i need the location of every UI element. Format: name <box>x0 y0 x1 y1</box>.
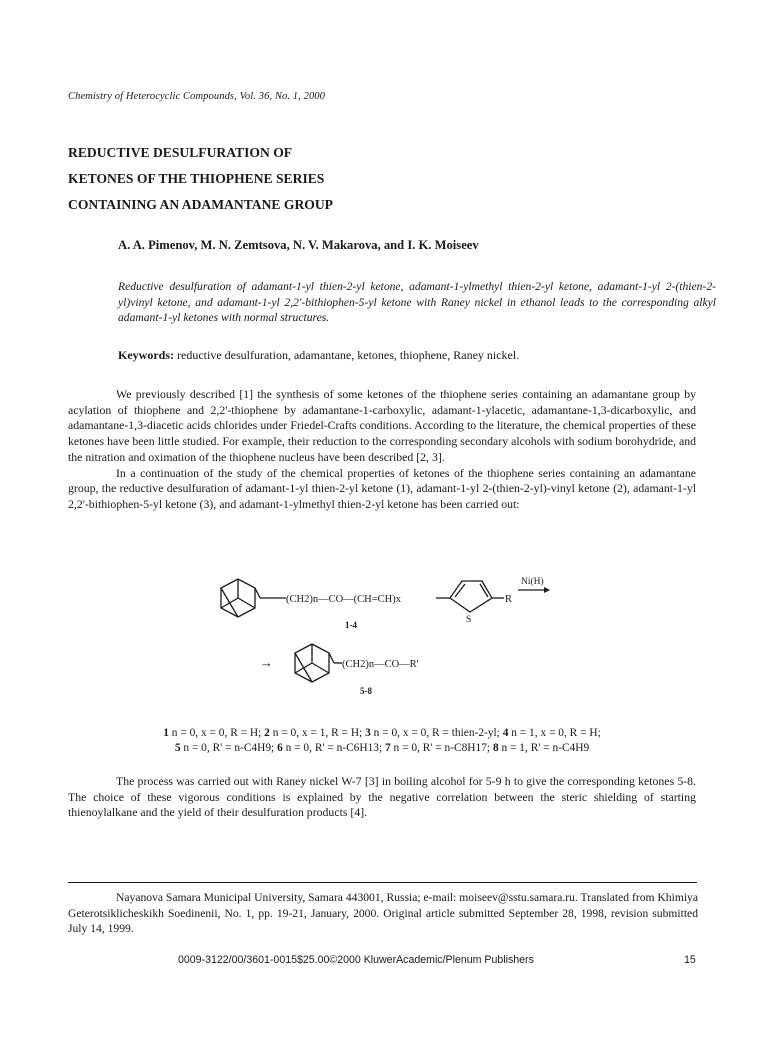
journal-citation: Chemistry of Heterocyclic Compounds, Vol. 36, No. 1, 2000 <box>68 91 325 102</box>
compound-number: 3 <box>365 727 371 739</box>
keywords-text: reductive desulfuration, adamantane, ketones, thiophene, Raney nickel. <box>177 348 520 362</box>
product-chain: (CH2)n—CO—R' <box>342 659 419 670</box>
paragraph: The process was carried out with Raney nickel W-7 [3] in boiling alcohol for 5-9 h to give the corresponding ketones 5-8. The choice of these vigorous conditions is explained by the negative correlation between the steric shielding of starting thienoylalkane and the yield of their desulfuration products [4]. <box>68 774 696 820</box>
product-compound-label: 5-8 <box>360 686 372 696</box>
paragraph: In a continuation of the study of the chemical properties of ketones of the thiophene series containing an adamantane group, the reductive desulfuration of adamant-1-yl thien-2-yl ketone (1), adamant-1-yl 2-(thien-2-yl)-vinyl ketone (2), adamant-1-yl 2,2'-bithiophen-5-yl ketone (3), and adamant-1-ylmethyl thien-2-yl ketone has been carried out: <box>68 465 696 511</box>
compound-definition: n = 0, R' = n-C4H9; <box>180 742 278 754</box>
reaction-scheme-drawing <box>200 572 580 712</box>
compound-number: 2 <box>264 727 270 739</box>
legend-line <box>68 726 696 741</box>
legend-line <box>68 741 696 756</box>
compound-number: 6 <box>277 742 283 754</box>
compound-number: 1 <box>163 727 169 739</box>
reactant-compound-label: 1-4 <box>345 620 357 630</box>
reactant-chain: (CH2)n—CO—(CH=CH)x <box>286 594 402 605</box>
footnote-text: Nayanova Samara Municipal University, Samara 443001, Russia; e-mail: moiseev@sstu.samara.ru. Translated from Khimiya Geterotsiklicheskikh Soedinenii, No. 1, pp. 19-21, January, 2000. Original article submitted September 28, 1998, revision submitted July 14, 1999. <box>68 891 698 936</box>
heteroatom-label: S <box>466 615 472 625</box>
publisher-footer: 0009-3122/00/3601-0015$25.00©2000 KluwerAcademic/Plenum Publishers <box>178 954 534 966</box>
keywords-label: Keywords: <box>118 348 174 362</box>
compound-definition: n = 0, R' = n-C6H13; <box>282 742 385 754</box>
compound-definition: n = 0, x = 1, R = H; <box>269 727 366 739</box>
compound-definition: n = 0, x = 0, R = thien-2-yl; <box>370 727 503 739</box>
page-number: 15 <box>684 954 696 966</box>
compound-definition: n = 1, x = 0, R = H; <box>508 727 601 739</box>
keywords <box>118 348 519 363</box>
title-line: CONTAINING AN ADAMANTANE GROUP <box>68 197 333 212</box>
compound-definition: n = 0, R' = n-C8H17; <box>390 742 493 754</box>
abstract: Reductive desulfuration of adamant-1-yl thien-2-yl ketone, adamant-1-ylmethyl thien-2-yl ketone, adamant-1-yl 2-(thien-2-yl)vinyl ketone, and adamant-1-yl 2,2'-bithiophen-5-yl ketone with Raney nickel in ethanol leads to the corresponding alkyl adamant-1-yl ketones with normal structures. <box>118 280 716 325</box>
compound-number: 7 <box>385 742 391 754</box>
thiophene-ring <box>436 581 504 612</box>
title-line: KETONES OF THE THIOPHENE SERIES <box>68 171 325 186</box>
compound-definition: n = 1, R' = n-C4H9 <box>498 742 590 754</box>
compound-number: 5 <box>174 742 181 754</box>
author-list: A. A. Pimenov, M. N. Zemtsova, N. V. Makarova, and I. K. Moiseev <box>118 238 479 252</box>
title-line: REDUCTIVE DESULFURATION OF <box>68 145 293 160</box>
intro-text <box>68 387 696 513</box>
compound-definition: n = 0, x = 0, R = H; <box>168 727 265 739</box>
reaction-arrow <box>518 587 550 593</box>
compound-definitions <box>68 726 696 756</box>
footnote-divider <box>68 882 697 883</box>
reagent-label: Ni(H) <box>521 577 544 587</box>
product-arrow: → <box>260 655 273 670</box>
adamantane-structure <box>295 644 342 682</box>
adamantane-structure <box>221 579 286 617</box>
paragraph: We previously described [1] the synthesis of some ketones of the thiophene series containing an adamantane group by acylation of thiophene and 2,2'-thiophene by adamantane-1-carboxylic, adamant-1-ylacetic, adamantane-1,3-dicarboxylic, and adamantane-1,3-diacetic acids chlorides under Friedel-Crafts conditions. According to the literature, the chemical properties of these ketones have been little studied. For example, their reduction to the corresponding secondary alcohols with sodium borohydride, and the nitration and oximation of the thiophene nucleus have been described [2, 3]. <box>68 387 696 464</box>
substituent-r: R <box>505 594 513 605</box>
compound-number: 4 <box>502 727 509 739</box>
footnote <box>68 890 698 937</box>
reaction-scheme <box>200 572 580 712</box>
article-title <box>68 140 333 218</box>
results-text <box>68 774 696 821</box>
compound-number: 8 <box>492 742 499 754</box>
